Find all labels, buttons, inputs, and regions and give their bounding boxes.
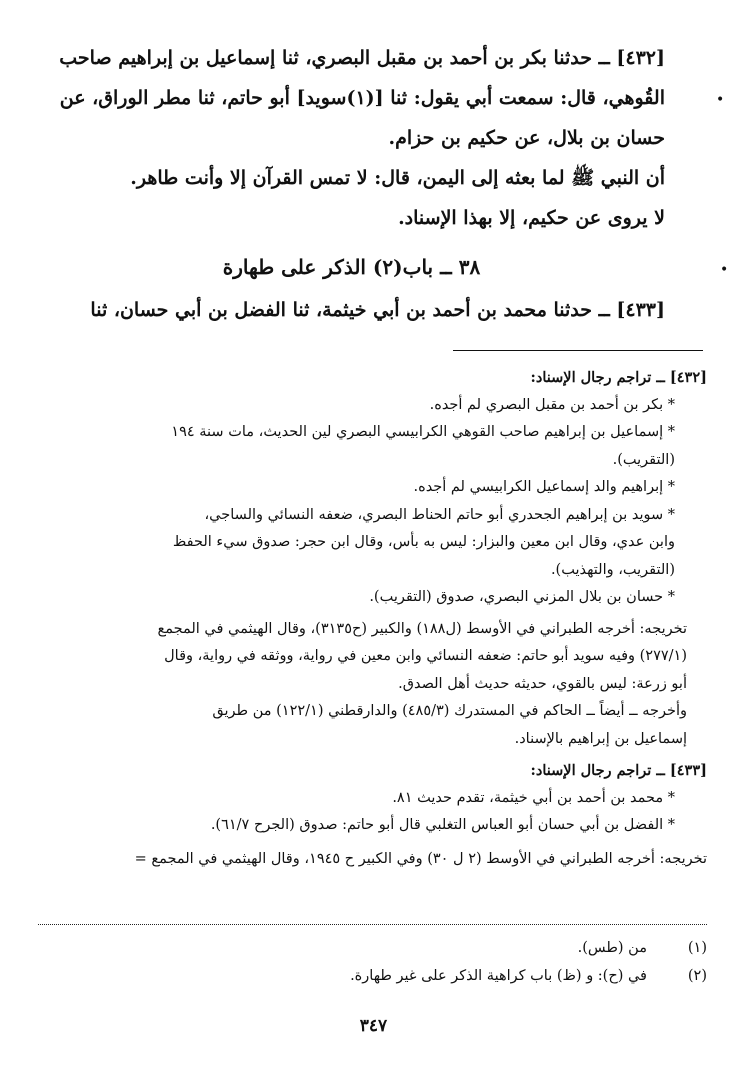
footnote-number: (١) — [687, 940, 707, 956]
chapter-heading: ٣٨ ــ باب(٢) الذكر على طهارة — [222, 255, 481, 279]
footnote — [80, 936, 707, 960]
narrator-note: (التقريب، والتهذيب). — [550, 561, 675, 578]
narrator-note: * محمد بن أحمد بن أبي خيثمة، تقدم حديث ٨١. — [392, 789, 675, 806]
narrator-note: * إسماعيل بن إبراهيم صاحب القوهي الكرابيسي البصري لين الحديث، مات سنة ١٩٤ — [171, 424, 675, 440]
divider-line — [453, 350, 703, 351]
page-number: ٣٤٧ — [359, 1016, 388, 1036]
notes-heading: [٤٣٢] ــ تراجم رجال الإسناد: — [530, 369, 707, 386]
isnad-line: القُوهي، قال: سمعت أبي يقول: ثنا [(١)سويد] أبو حاتم، ثنا مطر الوراق، عن — [59, 87, 665, 109]
takhrij-line: وأخرجه ــ أيضاً ــ الحاكم في المستدرك (٤٨٥/٣) والدارقطني (١٢٢/١) من طريق — [212, 703, 687, 719]
main-text — [38, 38, 665, 238]
isnad-line: حسان بن بلال، عن حكيم بن حزام. — [388, 127, 665, 149]
narrator-note: وابن عدي، وقال ابن معين والبزار: ليس به بأس، وقال ابن حجر: صدوق سيء الحفظ — [172, 534, 675, 550]
takhrij-line: أبو زرعة: ليس بالقوي، حديثه حديث أهل الصدق. — [398, 675, 687, 692]
footnote-separator — [38, 924, 707, 925]
narrator-note: * حسان بن بلال المزني البصري، صدوق (التقريب). — [369, 589, 675, 605]
hadith-433-start: [٤٣٣] ــ حدثنا محمد بن أحمد بن أبي خيثمة، ثنا الفضل بن أبي حسان، ثنا — [90, 299, 665, 321]
hadith-matn: أن النبي ﷺ لما بعثه إلى اليمن، قال: لا تمس القرآن إلا وأنت طاهر. — [130, 167, 665, 189]
narrator-note: * إبراهيم والد إسماعيل الكرابيسي لم أجده. — [413, 479, 675, 495]
takhrij-line: تخريجه: أخرجه الطبراني في الأوسط (ل١٨٨) والكبير (ح٣١٣٥)، وقال الهيثمي في المجمع — [157, 620, 687, 637]
margin-mark: • — [716, 92, 725, 108]
narrator-note: (التقريب). — [612, 451, 675, 468]
takhrij-line: إسماعيل بن إبراهيم بالإسناد. — [514, 730, 687, 747]
footnote-text: من (طس). — [577, 940, 647, 956]
notes-heading: [٤٣٣] ــ تراجم رجال الإسناد: — [530, 762, 707, 779]
footnote-number: (٢) — [687, 968, 707, 984]
isnad-line: [٤٣٢] ــ حدثنا بكر بن أحمد بن مقبل البصري، ثنا إسماعيل بن إبراهيم صاحب — [59, 47, 665, 69]
commentary — [40, 364, 707, 873]
takhrij-line: (٢٧٧/١) وفيه سويد أبو حاتم: ضعفه النسائي وابن معين في رواية، ووثقه في رواية، وقال — [164, 648, 687, 664]
footnote — [80, 964, 707, 988]
hadith-note: لا يروى عن حكيم، إلا بهذا الإسناد. — [398, 207, 665, 229]
narrator-note: * سويد بن إبراهيم الجحدري أبو حاتم الحناط البصري، ضعفه النسائي والساجي، — [204, 506, 675, 523]
narrator-note: * بكر بن أحمد بن مقبل البصري لم أجده. — [429, 396, 675, 413]
footnote-text: في (ح): و (ظ) باب كراهية الذكر على غير طهارة. — [350, 968, 647, 984]
takhrij-line: تخريجه: أخرجه الطبراني في الأوسط (٢ ل ٣٠) وفي الكبير ح ١٩٤٥، وقال الهيثمي في المجمع = — [134, 850, 707, 867]
margin-mark: • — [720, 262, 729, 278]
narrator-note: * الفضل بن أبي حسان أبو العباس التغلبي قال أبو حاتم: صدوق (الجرح ٦١/٧). — [210, 817, 675, 833]
